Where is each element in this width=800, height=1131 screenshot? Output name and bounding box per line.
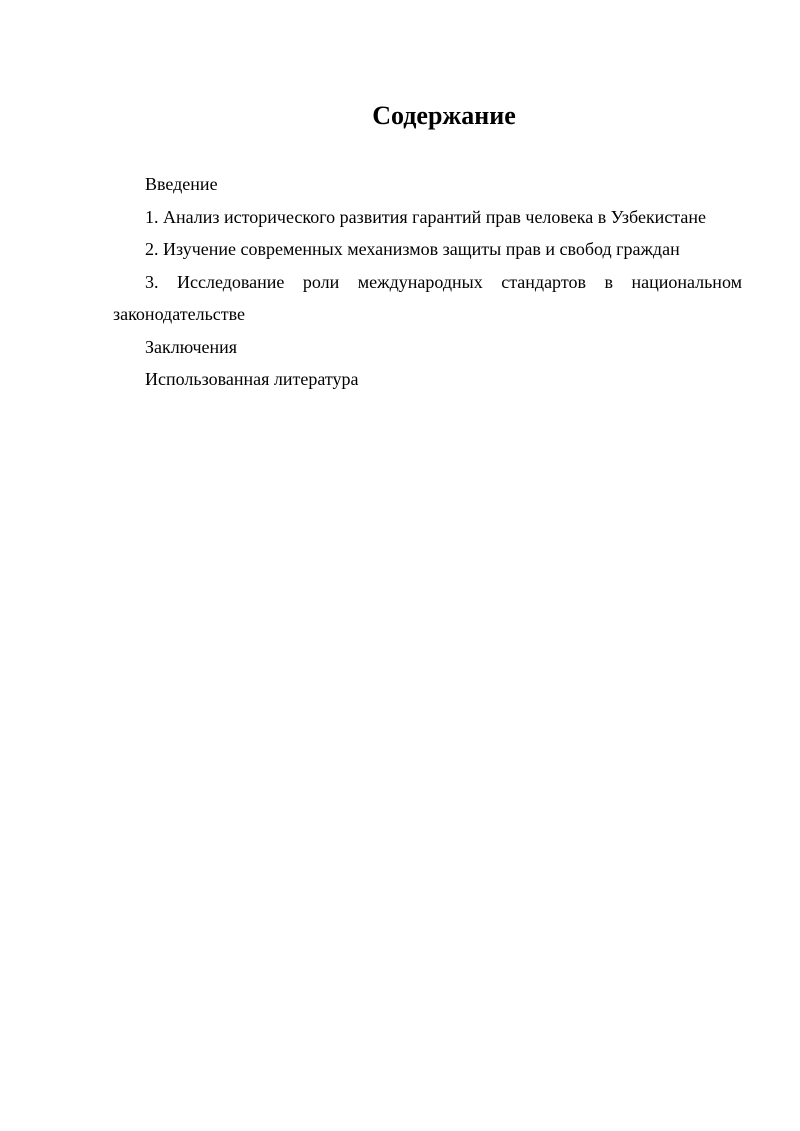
toc-item-chapter-2: 2. Изучение современных механизмов защиты прав и свобод граждан: [145, 239, 680, 259]
toc-item-chapter-3: 3. Исследование роли международных стандартов в национальном законодательстве: [113, 271, 742, 324]
toc-item-references: Использованная литература: [145, 369, 359, 389]
toc-item-chapter-1: 1. Анализ исторического развития гарантий прав человека в Узбекистане: [145, 206, 707, 227]
toc-item-introduction: Введение: [145, 174, 218, 194]
table-of-contents: [113, 168, 742, 396]
page-title: Содержание: [372, 101, 516, 130]
toc-item-conclusions: Заключения: [145, 336, 238, 357]
